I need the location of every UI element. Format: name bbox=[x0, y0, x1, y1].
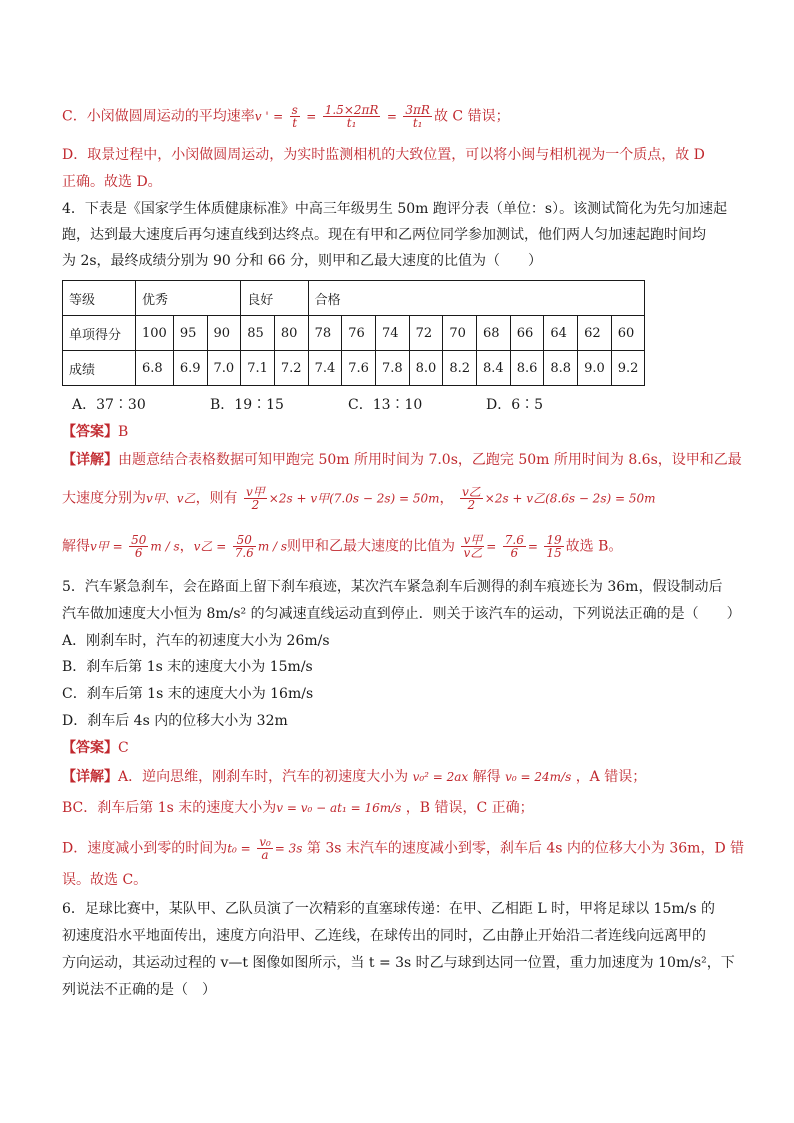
q4-detail-line2-a: 大速度分别为 bbox=[62, 490, 146, 507]
result-cell: 8.2 bbox=[443, 351, 477, 386]
result-cell: 7.8 bbox=[375, 351, 409, 386]
q3-c-frac2 bbox=[323, 104, 381, 129]
score-cell: 90 bbox=[207, 316, 241, 351]
result-cell: 7.4 bbox=[308, 351, 342, 386]
q5-detail-d-frac bbox=[257, 836, 273, 861]
q3-c-frac3-num: 3πR bbox=[405, 103, 430, 117]
q3-c-var: v ' bbox=[254, 109, 269, 124]
result-cell: 8.6 bbox=[510, 351, 544, 386]
q4-detail-line3 bbox=[62, 534, 622, 559]
q4-result2-unit: m / s bbox=[257, 539, 288, 554]
q4-ratio2-num: 7.6 bbox=[504, 533, 524, 547]
result-cell: 8.8 bbox=[544, 351, 578, 386]
q4-eq1-den: 2 bbox=[251, 498, 260, 512]
q4-detail-text1: 由题意结合表格数据可知甲跑完 50m 所用时间为 7.0s，乙跑完 50m 所用时间为 8.6s，设甲和乙最 bbox=[118, 452, 742, 468]
q5-answer bbox=[62, 738, 129, 758]
q4-detail-line3-a: 解得 bbox=[62, 538, 90, 555]
q4-eq2-den: 2 bbox=[467, 498, 476, 512]
grade-pass-cell: 合格 bbox=[308, 281, 645, 316]
q5-detail-bc-end: ，B 错误，C 正确； bbox=[405, 800, 534, 816]
grade-good-cell: 良好 bbox=[241, 281, 308, 316]
q5-detail-d-t: t₀ = bbox=[227, 841, 251, 856]
q4-ratio3-den: 15 bbox=[546, 546, 562, 560]
q3-c-suffix: 故 C 错误； bbox=[433, 108, 510, 125]
q4-option-b: B．19∶15 bbox=[210, 397, 284, 413]
q5-detail-d-end: 第 3s 末汽车的速度减小到零，刹车后 4s 内的位移大小为 36m，D 错 bbox=[306, 840, 745, 857]
q4-option-c: C．13∶10 bbox=[348, 397, 423, 413]
table-row-scores bbox=[63, 316, 645, 351]
result-cell: 9.2 bbox=[611, 351, 645, 386]
table-row-grade bbox=[63, 281, 645, 316]
q5-detail-a bbox=[62, 767, 646, 787]
result-cell: 6.9 bbox=[173, 351, 207, 386]
q3-c-frac3 bbox=[403, 104, 432, 129]
q4-result1-den: 6 bbox=[134, 546, 143, 560]
score-cell: 78 bbox=[308, 316, 342, 351]
result-cell: 7.2 bbox=[274, 351, 308, 386]
q4-result1-frac bbox=[129, 534, 148, 559]
q5-stem-line1: 5．汽车紧急刹车，会在路面上留下刹车痕迹，某次汽车紧急刹车后测得的刹车痕迹长为 36m，假设制动后 bbox=[62, 579, 723, 595]
q3-c-frac3-den: t₁ bbox=[412, 116, 423, 130]
q5-detail-d-den: a bbox=[261, 848, 269, 862]
q4-result1-var: v甲 = bbox=[90, 539, 123, 554]
q4-ratio2-den: 6 bbox=[510, 546, 519, 560]
q4-detail-tag: 【详解】 bbox=[62, 452, 118, 468]
q4-detail-line3-b: 则甲和乙最大速度的比值为 bbox=[287, 538, 456, 555]
score-cell: 64 bbox=[544, 316, 578, 351]
score-cell: 72 bbox=[409, 316, 443, 351]
q4-eq2-rest: ×2s + v乙(8.6s − 2s) = 50m bbox=[484, 491, 656, 506]
q4-ratio3-num: 19 bbox=[546, 533, 562, 547]
result-label-cell: 成绩 bbox=[63, 351, 136, 386]
q4-detail-line1 bbox=[62, 450, 742, 470]
q4-option-a: A．37∶30 bbox=[72, 397, 146, 413]
score-cell: 76 bbox=[342, 316, 376, 351]
q4-options bbox=[72, 395, 543, 415]
q5-detail-a-text: A．逆向思维，刚刹车时，汽车的初速度大小为 bbox=[118, 769, 409, 785]
grade-excellent-cell: 优秀 bbox=[136, 281, 241, 316]
result-cell: 6.8 bbox=[136, 351, 174, 386]
q4-eq1-rest: ×2s + v甲(7.0s − 2s) = 50m bbox=[268, 491, 440, 506]
q5-detail-bc-text: BC．刹车后第 1s 末的速度大小为 bbox=[62, 800, 277, 816]
q4-stem-line1: 4．下表是《国家学生体质健康标准》中高三年级男生 50m 跑评分表（单位：s）。该测试简化为先匀加速起 bbox=[62, 201, 728, 217]
q3-c-eq2: = bbox=[306, 109, 317, 124]
q3-c-frac2-den: t₁ bbox=[346, 116, 357, 130]
q4-detail-line2 bbox=[62, 486, 656, 511]
result-cell: 7.6 bbox=[342, 351, 376, 386]
q4-result2-frac bbox=[233, 534, 256, 559]
q3-option-c-analysis bbox=[62, 104, 510, 129]
q5-stem-line2: 汽车做加速度大小恒为 8m/s² 的匀减速直线运动直到停止．则关于该汽车的运动，下列说法正确的是（ ） bbox=[62, 606, 741, 622]
q6-stem-line1: 6．足球比赛中，某队甲、乙队员演了一次精彩的直塞球传递：在甲、乙相距 L 时，甲将足球以 15m/s 的 bbox=[62, 901, 715, 917]
q4-detail-line3-c: 故选 B。 bbox=[565, 538, 623, 555]
q5-answer-value: C bbox=[118, 740, 129, 756]
q4-score-table bbox=[62, 280, 645, 386]
q4-detail-vars: v甲、v乙 bbox=[146, 491, 196, 506]
q5-detail-a-mid: 解得 bbox=[472, 769, 501, 785]
q3-c-frac1 bbox=[290, 104, 300, 129]
table-row-results bbox=[63, 351, 645, 386]
q3-c-frac2-num: 1.5×2πR bbox=[324, 103, 379, 117]
q5-detail-d-res: = 3s bbox=[274, 841, 303, 856]
q5-detail-d-num: v₀ bbox=[259, 835, 271, 849]
q6-stem-line3: 方向运动，其运动过程的 v—t 图像如图所示，当 t = 3s 时乙与球到达同一位置，重力加速度为 10m/s²，下 bbox=[62, 955, 735, 971]
score-cell: 66 bbox=[510, 316, 544, 351]
score-cell: 70 bbox=[443, 316, 477, 351]
q5-detail-a-res: v₀ = 24m/s bbox=[505, 770, 572, 784]
q4-ratio-den: v乙 bbox=[463, 546, 483, 560]
q4-ratio-eq1: = bbox=[486, 539, 497, 554]
q4-stem-line3: 为 2s，最终成绩分别为 90 分和 66 分，则甲和乙最大速度的比值为（ ） bbox=[62, 253, 542, 269]
q5-detail-a-end: ，A 错误； bbox=[575, 769, 647, 785]
q4-eq2-frac bbox=[460, 486, 483, 511]
q5-detail-bc bbox=[62, 798, 534, 818]
q5-option-b: B．刹车后第 1s 末的速度大小为 15m/s bbox=[62, 659, 313, 675]
score-cell: 60 bbox=[611, 316, 645, 351]
q4-ratio3-frac bbox=[544, 534, 563, 559]
q5-detail-d bbox=[62, 836, 744, 861]
score-cell: 68 bbox=[477, 316, 511, 351]
q4-eq1-frac bbox=[244, 486, 267, 511]
q5-option-a: A．刚刹车时，汽车的初速度大小为 26m/s bbox=[62, 633, 330, 649]
q3-c-frac1-num: s bbox=[291, 103, 298, 117]
q5-detail-d-line2: 误。故选 C。 bbox=[62, 872, 148, 888]
q4-ratio-num: v甲 bbox=[463, 533, 483, 547]
q3-c-eq3: = bbox=[386, 109, 397, 124]
q5-detail-tag: 【详解】 bbox=[62, 769, 118, 785]
q3-c-eq1: = bbox=[273, 109, 284, 124]
q4-stem-line2: 跑，达到最大速度后再匀速直线到达终点。现在有甲和乙两位同学参加测试，他们两人匀加速起跑时间均 bbox=[62, 227, 706, 243]
q3-c-prefix: C．小闵做圆周运动的平均速率 bbox=[62, 108, 255, 125]
q4-answer-value: B bbox=[118, 424, 129, 440]
result-cell: 7.1 bbox=[241, 351, 275, 386]
q4-answer bbox=[62, 422, 128, 442]
grade-label-cell: 等级 bbox=[63, 281, 136, 316]
q4-result1-unit: m / s bbox=[150, 539, 180, 554]
q4-result2-num: 50 bbox=[233, 534, 256, 547]
q6-stem-line4: 列说法不正确的是（ ） bbox=[62, 982, 216, 998]
q4-detail-line2-c: ， bbox=[439, 490, 454, 507]
q4-ratio2-frac bbox=[503, 534, 526, 559]
q4-option-d: D．6∶5 bbox=[486, 397, 544, 413]
score-cell: 85 bbox=[241, 316, 275, 351]
q5-option-c: C．刹车后第 1s 末的速度大小为 16m/s bbox=[62, 686, 314, 702]
score-cell: 100 bbox=[136, 316, 174, 351]
q5-detail-a-eq: v₀² = 2ax bbox=[412, 770, 469, 784]
result-cell: 7.0 bbox=[207, 351, 241, 386]
score-cell: 80 bbox=[274, 316, 308, 351]
q5-option-d: D．刹车后 4s 内的位移大小为 32m bbox=[62, 713, 288, 729]
q4-eq2-num: v乙 bbox=[461, 485, 481, 499]
result-cell: 9.0 bbox=[578, 351, 612, 386]
q5-detail-d-text: D．速度减小到零的时间为 bbox=[62, 840, 228, 857]
q4-answer-tag: 【答案】 bbox=[62, 424, 118, 440]
q6-stem-line2: 初速度沿水平地面传出，速度方向沿甲、乙连线，在球传出的同时，乙由静止开始沿二者连线向远离甲的 bbox=[62, 928, 706, 944]
q4-ratio-frac bbox=[461, 534, 484, 559]
result-cell: 8.0 bbox=[409, 351, 443, 386]
q5-detail-bc-eq: v = v₀ − at₁ = 16m/s bbox=[276, 801, 402, 815]
q3-option-d-line1: D．取景过程中，小闵做圆周运动，为实时监测相机的大致位置，可以将小闽与相机视为一个质点，故 D bbox=[62, 147, 705, 163]
score-cell: 62 bbox=[578, 316, 612, 351]
q3-option-d-line2: 正确。故选 D。 bbox=[62, 174, 162, 190]
q5-answer-tag: 【答案】 bbox=[62, 740, 118, 756]
q4-result2-var: v乙 = bbox=[193, 539, 227, 554]
score-cell: 74 bbox=[375, 316, 409, 351]
score-label-cell: 单项得分 bbox=[63, 316, 136, 351]
q4-result1-num: 50 bbox=[131, 533, 147, 547]
q4-detail-line3-sep: ， bbox=[179, 538, 194, 555]
score-cell: 95 bbox=[173, 316, 207, 351]
q4-eq1-num: v甲 bbox=[246, 485, 265, 499]
q4-detail-line2-b: ，则有 bbox=[195, 490, 238, 507]
q3-c-frac1-den: t bbox=[292, 116, 298, 130]
q4-result2-den: 7.6 bbox=[234, 546, 254, 560]
result-cell: 8.4 bbox=[477, 351, 511, 386]
q4-ratio-eq2: = bbox=[527, 539, 538, 554]
